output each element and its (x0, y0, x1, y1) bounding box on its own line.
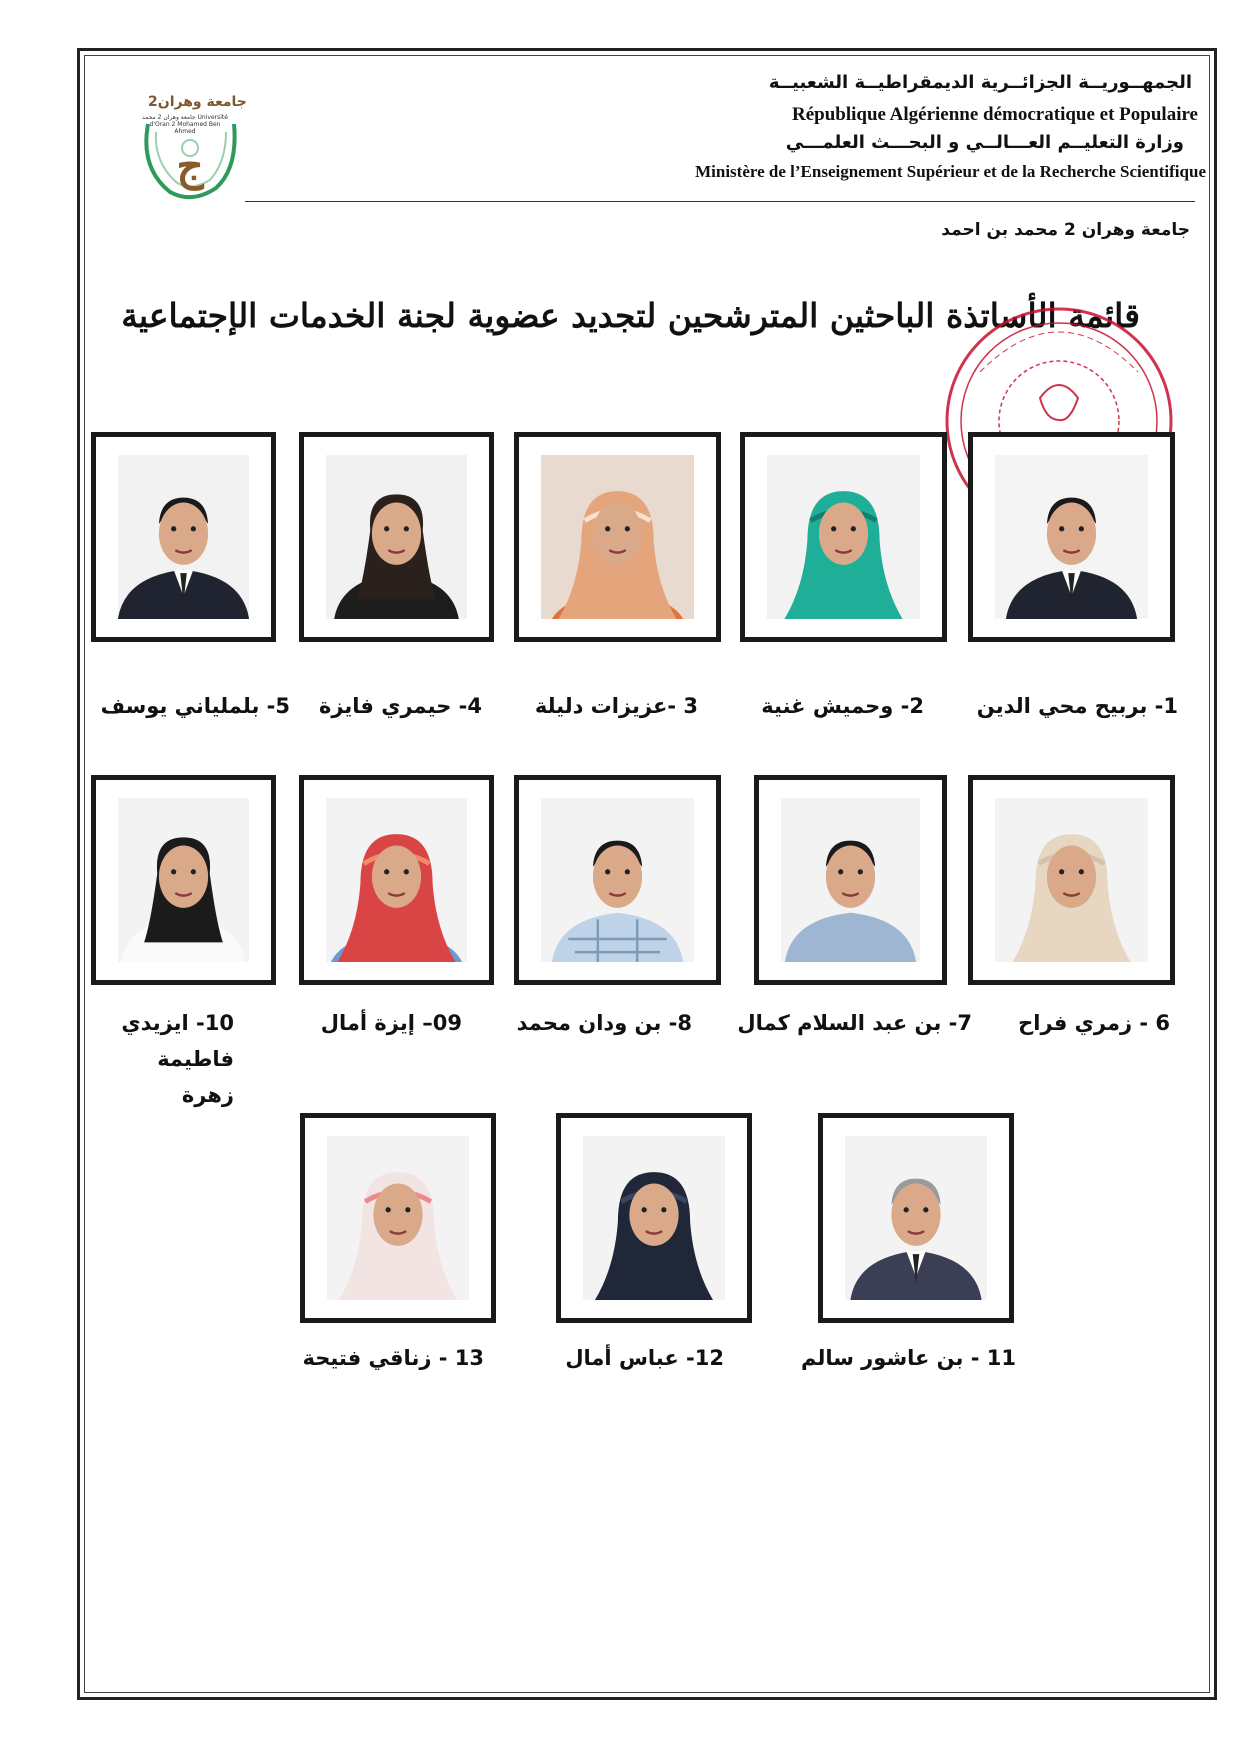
header-divider (245, 201, 1195, 202)
man-plaid-shirt-icon (541, 798, 694, 962)
candidate-name: 7- بن عبد السلام كمال (737, 1011, 972, 1035)
candidate-photo (299, 775, 494, 985)
republic-french: République Algérienne démocratique et Populaire (791, 104, 1198, 125)
candidate-name: 5- بلملياني يوسف (100, 694, 290, 718)
candidate-name: 8- بن ودان محمد (516, 1011, 692, 1035)
candidate-photo (514, 775, 721, 985)
woman-patterned-hijab-icon (541, 455, 694, 619)
candidate-photo (556, 1113, 752, 1323)
ministry-french: Ministère de l’Enseignement Supérieur et de la Recherche Scientifique (695, 162, 1206, 181)
logo-subtitle: جامعة وهران 2 محمد Université d'Oran 2 Mohamed Ben Ahmed (142, 114, 228, 135)
candidate-name: 3 -عزيزات دليلة (534, 694, 698, 718)
candidate-photo (299, 432, 494, 642)
candidate-photo (968, 432, 1175, 642)
man-suit-icon (995, 455, 1148, 619)
candidate-name: 12- عباس أمال (565, 1346, 724, 1370)
woman-dark-hair-icon (326, 455, 467, 619)
candidate-photo (818, 1113, 1014, 1323)
svg-text:ج: ج (176, 141, 204, 190)
candidate-photo (300, 1113, 496, 1323)
woman-beige-hijab-icon (995, 798, 1148, 962)
man-grey-suit-icon (845, 1136, 987, 1300)
candidate-name: 1- بربيح محي الدين (976, 694, 1178, 718)
logo-name: جامعة وهران2 (148, 94, 247, 110)
woman-long-hair-icon (118, 798, 249, 962)
candidate-name: 2- وحميش غنية (761, 694, 924, 718)
candidate-name: 11 - بن عاشور سالم (800, 1346, 1016, 1370)
woman-floral-hijab-icon (327, 1136, 469, 1300)
page-title: قائمة الأساتذة الباحثين المترشحين لتجديد عضوية لجنة الخدمات الإجتماعية (121, 296, 1140, 335)
candidate-photo (514, 432, 721, 642)
ministry-arabic: وزارة التعليــم العـــالــي و البحـــث العلمـــي (785, 132, 1184, 153)
candidate-photo (754, 775, 947, 985)
candidate-name: 13 - زناقي فتيحة (302, 1346, 484, 1370)
woman-dark-hijab-icon (583, 1136, 725, 1300)
candidate-name: 09– إيزة أمال (320, 1011, 462, 1035)
candidate-name: 6 - زمري فراح (1018, 1011, 1170, 1035)
university-name: جامعة وهران 2 محمد بن احمد (941, 220, 1190, 240)
candidate-photo (740, 432, 947, 642)
candidate-photo (91, 775, 276, 985)
candidate-photo (968, 775, 1175, 985)
woman-red-hijab-icon (326, 798, 467, 962)
young-man-suit-icon (118, 455, 249, 619)
woman-green-hijab-icon (767, 455, 920, 619)
candidate-name: 4- حيمري فايزة (318, 694, 482, 718)
man-blue-shirt-icon (781, 798, 920, 962)
candidate-name: 10- ايزيدي فاطيمة زهرة (121, 1011, 234, 1107)
republic-arabic: الجمهــوريــة الجزائــرية الديمقراطيــة الشعبيــة (768, 72, 1192, 93)
candidate-photo (91, 432, 276, 642)
